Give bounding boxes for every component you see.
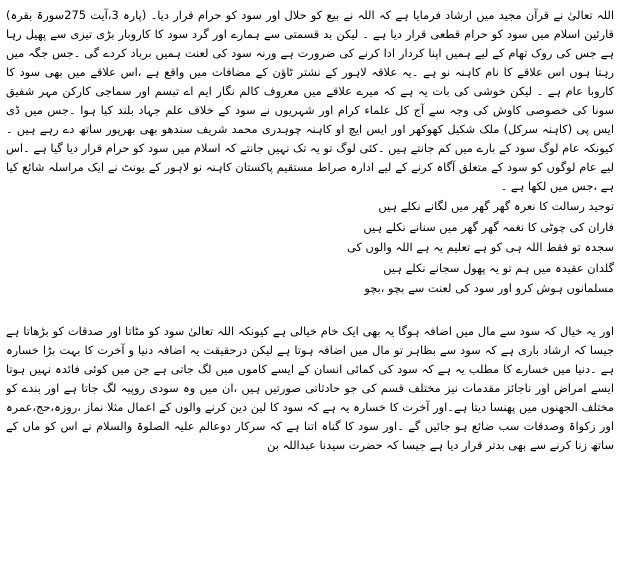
poem-line: فاران کی چوٹی کا نغمہ گھر گھر میں سنانے نکلے ہیں xyxy=(363,219,614,234)
poem-line: سجدہ تو فقط اللہ ہی کو ہے تعلیم یہ ہے اللہ والوں کی xyxy=(346,240,614,254)
poem-line: مسلمانوں ہوش کرو اور سود کی لعنت سے بچو ،بچو xyxy=(364,281,614,295)
poem-line: توحید رسالت کا نعرہ گھر گھر میں لگانے نکلے ہیں xyxy=(378,199,614,213)
poem-verse-block xyxy=(6,196,614,299)
poem-line: گلدان عقیدہ میں ہم تو یہ پھول سجانے نکلے ہیں xyxy=(383,260,614,275)
article-paragraph-2: اور یہ خیال کہ سود سے مال میں اضافہ ہوگا یہ بھی ایک خام خیالی ہے کیونکہ اللہ تعالیٰ سود کو مٹاتا اور صدقات کو بڑھاتا ہے جیسا کہ ارشاد باری ہے کہ سود سے بظاہر تو مال میں اضافہ ہوتا ہے لیکن درحقیقت یہ اضافہ دنیا و آخرت کا بہت بڑا خسارہ ہے ۔دنیا میں خسارے کا مطلب یہ ہے کہ سود کی کمائی انسان کے ایسے کاموں میں لگ جاتی ہے جن میں کوئی فائدہ نہیں ہوتا ایسے امراض اور ناجائز مقدمات نیز مختلف قسم کی جو حادثاتی صورتیں ہیں ،ان میں وہ سودی روپیہ لگ جاتا ہے اور بندے کو مختلف الجھنوں میں پھنسا دیتا ہے۔اور آخرت کا خسارہ یہ ہے کہ سود کا لین دین کرنے والوں کے اعمال مثلا نماز ،روزہ،حج،عمرہ اور زکواۃ وصدقات سب ضائع ہو جائیں گے ۔اور سود کا گناہ اتنا ہے کہ سرکار دوعالم علیہ الصلوۃ والسلام نے اس کو ماں کے ساتھ زنا کرنے سے بھی بدتر قرار دیا ہے جیسا کہ حضرت سیدنا عبداللہ بن xyxy=(6,323,614,452)
paragraph-spacer xyxy=(6,299,614,322)
article-paragraph-1: اللہ تعالیٰ نے قرآن مجید میں ارشاد فرمایا ہے کہ اللہ نے بیع کو حلال اور سود کو حرام قرار دیا۔ (پارہ 3،آیت 275سورۃ بقرہ) قارئین اسلام میں سود کو حرام قطعی قرار دیا ہے ۔ لیکن بد قسمتی سے ہمارے اور گرد سود کا کاروبار بڑی تیزی سے پھیل رہا ہے جس کی روک تھام کے لیے ہمیں اپنا کردار ادا کرنے کی ضرورت ہے ورنہ سود کی لعنت ہمیں برباد کردے گی ۔جس جگہ میں رہتا ہوں اس علاقے کا نام کاہنہ نو ہے ۔یہ علاقہ لاہور کے نشتر ٹاؤن کے مضافات میں واقع ہے ،اس علاقے میں بھی سود کا کاروبا عام ہے ۔ لیکن خوشی کی بات یہ ہے کہ میرے علاقے میں معروف کالم نگار ایم اے تبسم اور سماجی کارکن مہر شفیق سونا کی خصوصی کاوش کی وجہ سے آج کل علماء کرام اور شہریوں نے سود کے خلاف علم جہاد بلند کیا ہوا ۔جس میں ڈی ایس پی (کاہنہ سرکل) ملک شکیل کھوکھر اور ایس ایچ او کاہنہ چوہدری محمد شریف سندھو بھی بھرپور ساتھ دے رہے ہیں ۔کیونکہ عام لوگ سود کے بارے میں کم جانتے ہیں ۔کئی لوگ تو یہ تک نہیں جانتے کہ اسلام میں سود کو حرام قرار دیا گیا ہے ۔اس لیے عام لوگوں کو سود کے متعلق آگاہ کرنے کے لیے ادارہ صراط مستقیم پاکستان کاہنہ نو لاہور کے یونٹ نے ایک مراسلہ شائع کیا ہے ،جس میں لکھا ہے ۔ xyxy=(6,8,614,193)
article-page xyxy=(6,6,614,574)
